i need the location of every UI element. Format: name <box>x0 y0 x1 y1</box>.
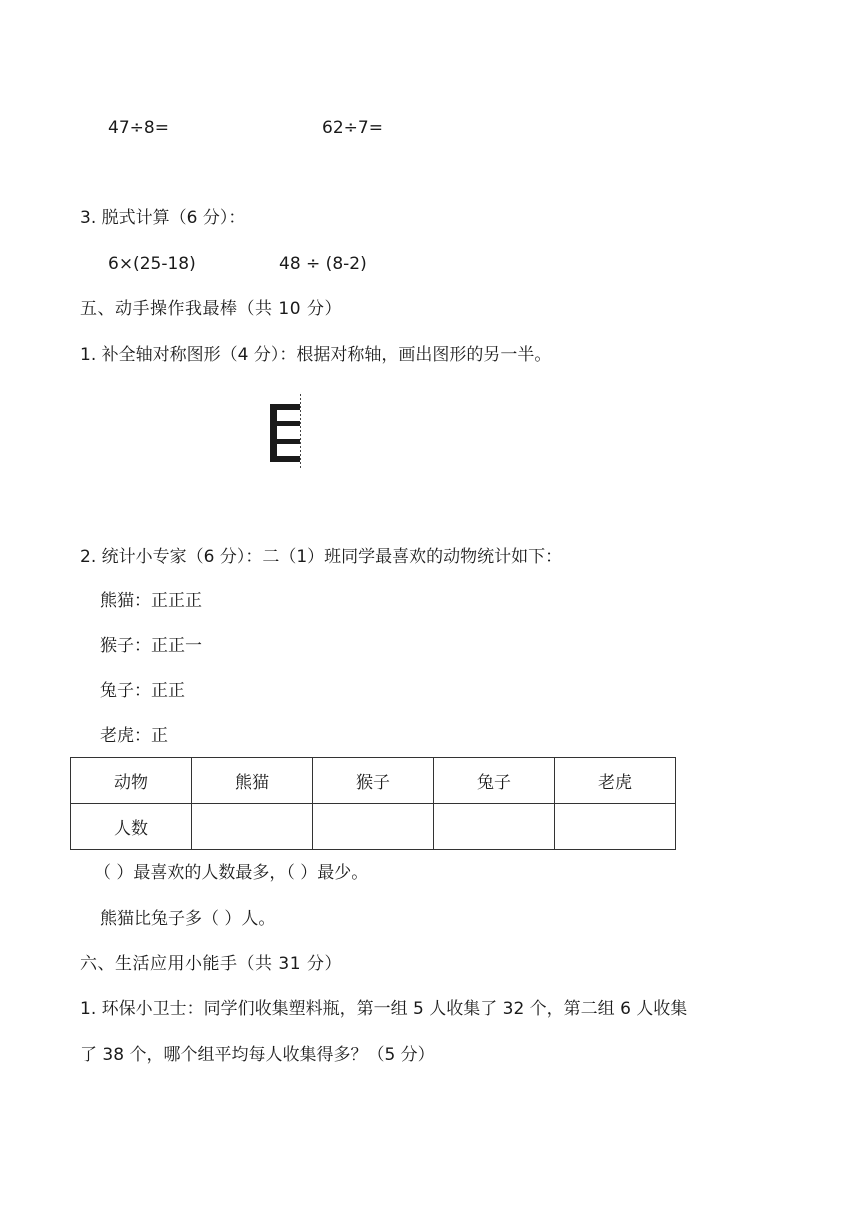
table-count-row <box>71 804 676 850</box>
table-header-row <box>71 758 676 804</box>
figure-top-bar <box>270 404 300 410</box>
animal-stats-table <box>70 757 676 850</box>
count-cell-panda[interactable] <box>192 804 313 850</box>
part6-question1-line2: 了 38 个，哪个组平均每人收集得多？（5 分） <box>80 1045 435 1065</box>
count-cell-rabbit[interactable] <box>434 804 555 850</box>
header-cell-rabbit: 兔子 <box>434 758 555 804</box>
figure-vertical-bar <box>270 404 277 462</box>
calc-47-div-8: 47÷8= <box>108 118 169 138</box>
calc-62-div-7: 62÷7= <box>322 118 383 138</box>
section3-title: 3. 脱式计算（6 分）： <box>80 208 246 228</box>
count-cell-monkey[interactable] <box>313 804 434 850</box>
figure-upper-middle-bar <box>277 421 300 426</box>
header-cell-tiger: 老虎 <box>555 758 676 804</box>
count-cell-tiger[interactable] <box>555 804 676 850</box>
part6-question1-line1: 1. 环保小卫士：同学们收集塑料瓶，第一组 5 人收集了 32 个，第二组 6 人收集 <box>80 999 688 1019</box>
header-cell-monkey: 猴子 <box>313 758 434 804</box>
tally-tiger: 老虎：正 <box>100 726 168 746</box>
part5-question2: 2. 统计小专家（6 分）：二（1）班同学最喜欢的动物统计如下： <box>80 547 563 567</box>
fill-blank-difference: 熊猫比兔子多（ ）人。 <box>100 909 276 929</box>
header-cell-animal: 动物 <box>71 758 192 804</box>
step-expression-2: 48 ÷ (8-2) <box>279 254 367 274</box>
part6-title: 六、生活应用小能手（共 31 分） <box>80 954 342 974</box>
half-symmetric-figure <box>264 394 308 470</box>
fill-blank-most-least: （ ）最喜欢的人数最多，（ ）最少。 <box>94 863 369 883</box>
tally-monkey: 猴子：正正一 <box>100 636 202 656</box>
figure-lower-middle-bar <box>277 439 300 444</box>
row-label-count: 人数 <box>71 804 192 850</box>
header-cell-panda: 熊猫 <box>192 758 313 804</box>
figure-bottom-bar <box>270 456 300 462</box>
part5-title: 五、动手操作我最棒（共 10 分） <box>80 299 342 319</box>
part5-question1: 1. 补全轴对称图形（4 分）：根据对称轴，画出图形的另一半。 <box>80 345 552 365</box>
tally-rabbit: 兔子：正正 <box>100 681 185 701</box>
step-expression-1: 6×(25-18) <box>108 254 196 274</box>
tally-panda: 熊猫：正正正 <box>100 591 202 611</box>
